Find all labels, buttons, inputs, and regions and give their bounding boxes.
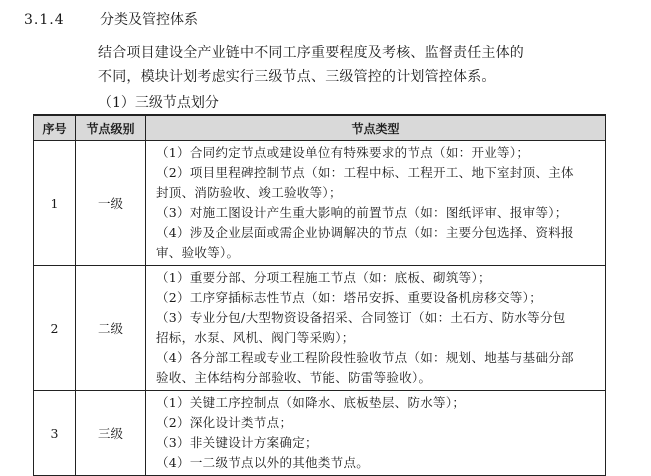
list-item: 招标，水泵、风机、阀门等采购）； — [156, 330, 355, 345]
table-row — [34, 391, 606, 476]
table-row — [34, 141, 606, 266]
list-item: （2）深化设计类节点； — [156, 415, 293, 430]
table-row — [34, 266, 606, 391]
list-item: （4）涉及企业层面或需企业协调解决的节点（如：主要分包选择、资料报 — [156, 225, 574, 240]
section-title: 分类及管控体系 — [100, 12, 198, 28]
row-items — [146, 266, 606, 391]
row-level: 一级 — [76, 141, 146, 266]
row-level: 三级 — [76, 391, 146, 476]
list-item: （1）重要分部、分项工程施工节点（如：底板、砌筑等）； — [156, 270, 491, 285]
row-level: 二级 — [76, 266, 146, 391]
list-item: （2）工序穿插标志性节点（如：塔吊安拆、重要设备机房移交等）； — [156, 290, 543, 305]
table-header-row — [34, 115, 606, 141]
subheading: （1）三级节点划分 — [98, 95, 219, 111]
list-item: （2）项目里程碑控制节点（如：工程中标、工程开工、地下室封顶、主体 — [156, 165, 574, 180]
list-item: （1）合同约定节点或建设单位有特殊要求的节点（如：开业等）； — [156, 145, 530, 160]
intro-paragraph-line-2: 不同，模块计划考虑实行三级节点、三级管控的计划管控体系。 — [98, 69, 496, 85]
list-item: 验收、主体结构分部验收、节能、防雷等验收）。 — [156, 370, 432, 385]
row-seq: 3 — [34, 391, 76, 476]
row-items — [146, 391, 606, 476]
list-item: （3）非关键设计方案确定； — [156, 435, 318, 450]
list-item: （3）对施工图设计产生重大影响的前置节点（如：图纸评审、报审等）； — [156, 205, 568, 220]
node-classification-table — [33, 114, 606, 476]
list-item: （4）各分部工程或专业工程阶段性验收节点（如：规划、地基与基础分部 — [156, 350, 574, 365]
row-seq: 2 — [34, 266, 76, 391]
section-number: 3.1.4 — [24, 12, 65, 28]
list-item: 封顶、消防验收、竣工验收等）； — [156, 185, 342, 200]
list-item: （4）一二级节点以外的其他类节点。 — [156, 455, 370, 470]
header-seq: 序号 — [34, 115, 76, 141]
row-items — [146, 141, 606, 266]
list-item: （3）专业分包/大型物资设备招采、合同签订（如：土石方、防水等分包 — [156, 310, 566, 325]
section-heading — [24, 9, 198, 31]
list-item: 审、验收等）。 — [156, 245, 240, 260]
header-level: 节点级别 — [76, 115, 146, 141]
row-seq: 1 — [34, 141, 76, 266]
list-item: （1）关键工序控制点（如降水、底板垫层、防水等）； — [156, 395, 466, 410]
intro-paragraph-line-1: 结合项目建设全产业链中不同工序重要程度及考核、监督责任主体的 — [98, 45, 524, 61]
header-type: 节点类型 — [146, 115, 606, 141]
